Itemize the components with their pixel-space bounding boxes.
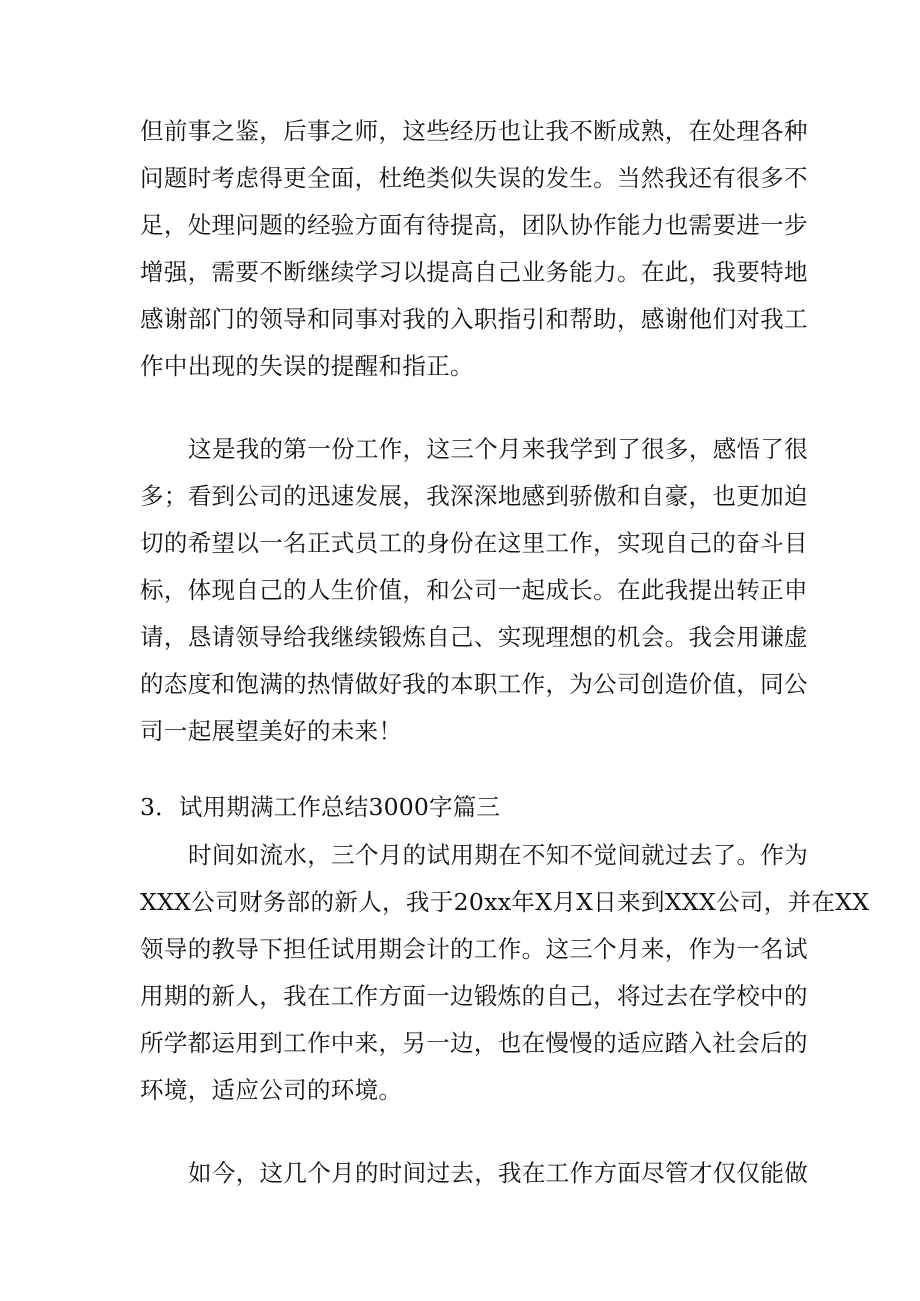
paragraph-2-line-2: 多；看到公司的迅速发展，我深深地感到骄傲和自豪，也更加迫 [140, 482, 808, 510]
paragraph-2-line-7: 司一起展望美好的未来！ [140, 717, 403, 745]
section-heading: 3．试用期满工作总结3000字篇三 [140, 793, 501, 821]
paragraph-3-line-2: XXX公司财务部的新人，我于20xx年X月X日来到XXX公司，并在XX [140, 888, 870, 916]
paragraph-1-line-4: 增强，需要不断继续学习以提高自己业务能力。在此，我要特地 [140, 258, 808, 286]
paragraph-4-line-1: 如今，这几个月的时间过去，我在工作方面尽管才仅仅能做 [188, 1159, 809, 1187]
paragraph-1-line-3: 足，处理问题的经验方面有待提高，团队协作能力也需要进一步 [140, 211, 808, 239]
paragraph-3-line-1: 时间如流水，三个月的试用期在不知不觉间就过去了。作为 [188, 841, 809, 869]
paragraph-2-line-5: 请，恳请领导给我继续锻炼自己、实现理想的机会。我会用谦虚 [140, 623, 808, 651]
paragraph-3-line-4: 用期的新人，我在工作方面一边锻炼的自己，将过去在学校中的 [140, 982, 808, 1010]
paragraph-1-line-6: 作中出现的失误的提醒和指正。 [140, 352, 474, 380]
paragraph-1-line-5: 感谢部门的领导和同事对我的入职指引和帮助，感谢他们对我工 [140, 305, 808, 333]
paragraph-3-line-6: 环境，适应公司的环境。 [140, 1076, 403, 1104]
paragraph-3-line-3: 领导的教导下担任试用期会计的工作。这三个月来，作为一名试 [140, 935, 808, 963]
paragraph-1-line-1: 但前事之鉴，后事之师，这些经历也让我不断成熟，在处理各种 [140, 117, 808, 145]
paragraph-3-line-5: 所学都运用到工作中来，另一边，也在慢慢的适应踏入社会后的 [140, 1029, 808, 1057]
paragraph-2-line-3: 切的希望以一名正式员工的身份在这里工作，实现自己的奋斗目 [140, 529, 808, 557]
paragraph-2-line-1: 这是我的第一份工作，这三个月来我学到了很多，感悟了很 [188, 435, 809, 463]
paragraph-1-line-2: 问题时考虑得更全面，杜绝类似失误的发生。当然我还有很多不 [140, 164, 808, 192]
paragraph-2-line-4: 标，体现自己的人生价值，和公司一起成长。在此我提出转正申 [140, 576, 808, 604]
paragraph-2-line-6: 的态度和饱满的热情做好我的本职工作，为公司创造价值，同公 [140, 670, 808, 698]
